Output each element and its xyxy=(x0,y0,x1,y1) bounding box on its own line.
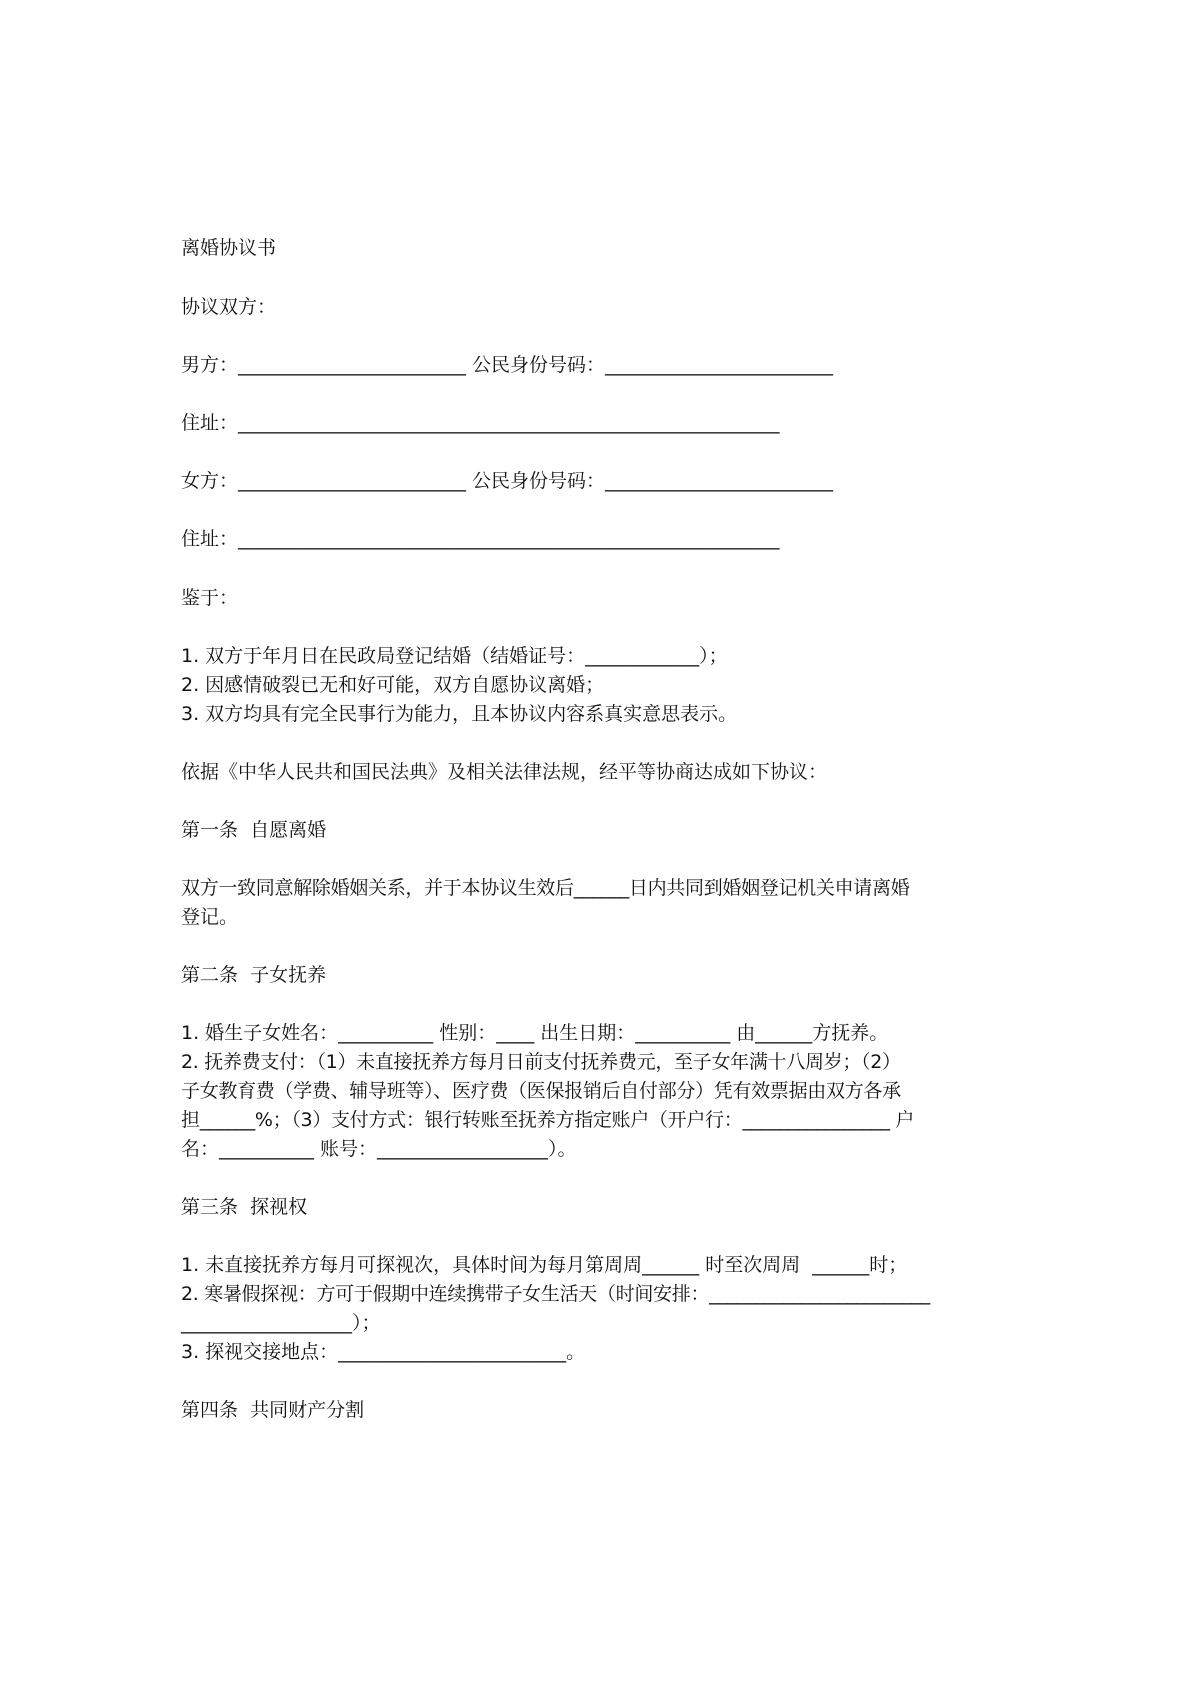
parties-heading: 协议双方： xyxy=(181,296,277,318)
article-1-line: 双方一致同意解除婚姻关系，并于本协议生效后______日内共同到婚姻登记机关申请离婚 xyxy=(181,877,910,899)
whereas-item: 1. 双方于年月日在民政局登记结婚（结婚证号：____________）； xyxy=(181,645,728,667)
article-2-line: 1. 婚生子女姓名：__________ 性别：____ 出生日期：__________ 由______方抚养。 xyxy=(181,1022,889,1044)
article-1-heading: 第一条 自愿离婚 xyxy=(181,819,327,841)
article-2-line: 担______%；（3）支付方式：银行转账至抚养方指定账户（开户行：________________ 户 xyxy=(181,1109,915,1131)
article-2-line: 2. 抚养费支付：（1）未直接抚养方每月日前支付抚养费元，至子女年满十八周岁；（2） xyxy=(181,1051,901,1073)
whereas-item: 2. 因感情破裂已无和好可能，双方自愿协议离婚； xyxy=(181,674,605,696)
article-3-heading: 第三条 探视权 xyxy=(181,1196,308,1218)
article-2-line: 子女教育费（学费、辅导班等）、医疗费（医保报销后自付部分）凭有效票据由双方各承 xyxy=(181,1080,901,1102)
male-party-line: 男方：________________________ 公民身份号码：________________________ xyxy=(181,354,834,376)
female-address-line: 住址：_________________________________________________________ xyxy=(181,528,780,550)
male-address-line: 住址：_________________________________________________________ xyxy=(181,412,780,434)
article-3-line: 1. 未直接抚养方每月可探视次，具体时间为每月第周周______ 时至次周周 ______时； xyxy=(181,1254,908,1276)
basis-paragraph: 依据《中华人民共和国民法典》及相关法律法规，经平等协商达成如下协议： xyxy=(181,761,828,783)
article-3-line: 2. 寒暑假探视：方可于假期中连续携带子女生活天（时间安排：________________________ xyxy=(181,1283,930,1305)
article-1-line: 登记。 xyxy=(181,906,239,928)
article-3-line: __________________）； xyxy=(181,1312,381,1334)
article-4-heading: 第四条 共同财产分割 xyxy=(181,1399,365,1421)
document-title: 离婚协议书 xyxy=(181,237,277,259)
whereas-item: 3. 双方均具有完全民事行为能力，且本协议内容系真实意思表示。 xyxy=(181,703,738,725)
article-2-line: 名：__________ 账号：__________________）。 xyxy=(181,1138,577,1160)
female-party-line: 女方：________________________ 公民身份号码：________________________ xyxy=(181,470,834,492)
whereas-heading: 鉴于： xyxy=(181,587,239,609)
article-3-line: 3. 探视交接地点：________________________。 xyxy=(181,1341,586,1363)
article-2-heading: 第二条 子女抚养 xyxy=(181,964,327,986)
